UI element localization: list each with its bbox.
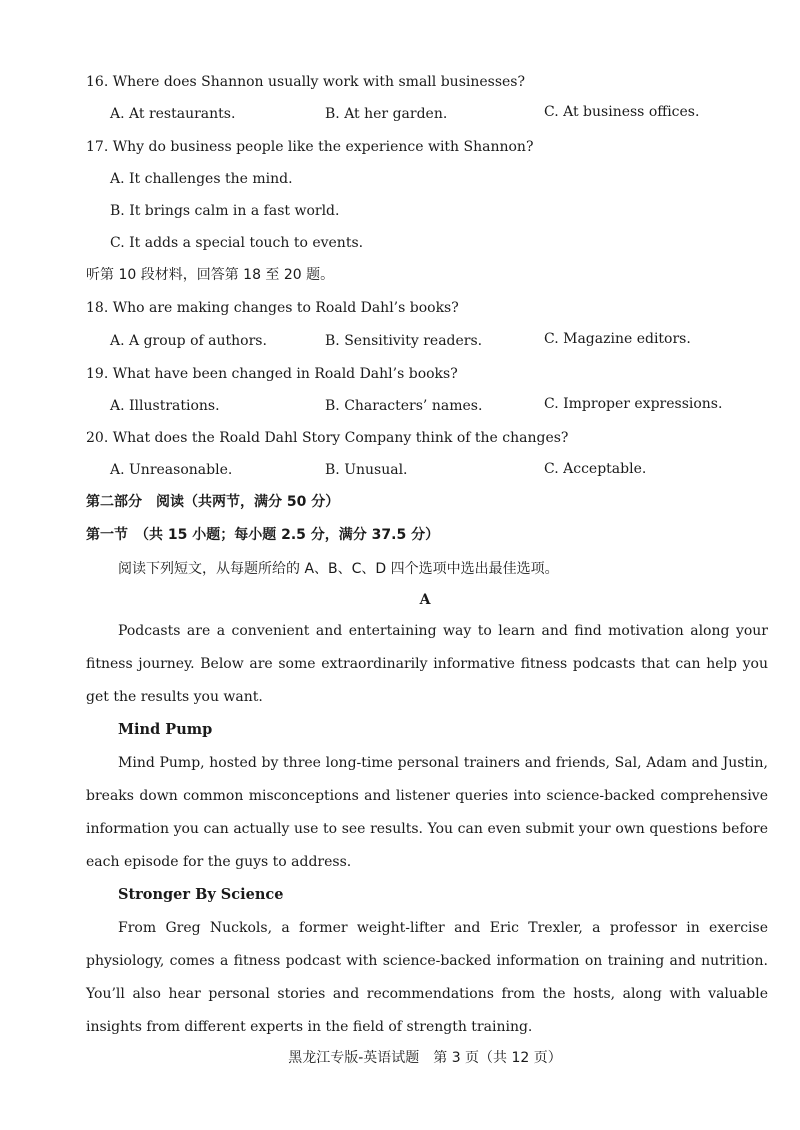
page-footer: 黑龙江专版-英语试题 第 3 页（共 12 页） [288, 1050, 562, 1066]
q20-option-a: A. Unreasonable. [110, 462, 233, 478]
q19-option-a: A. Illustrations. [110, 398, 220, 414]
section1-title: 第一节 （共 15 小题；每小题 2.5 分，满分 37.5 分） [86, 527, 440, 543]
q19-option-b: B. Characters’ names. [325, 398, 483, 414]
question-17: 17. Why do business people like the experience with Shannon? [86, 139, 534, 155]
q18-option-b: B. Sensitivity readers. [325, 333, 483, 349]
question-18: 18. Who are making changes to Roald Dahl’s books? [86, 300, 459, 316]
reading-instruction: 阅读下列短文，从每题所给的 A、B、C、D 四个选项中选出最佳选项。 [118, 561, 559, 577]
part2-title: 第二部分 阅读（共两节，满分 50 分） [86, 494, 340, 510]
q17-option-c: C. It adds a special touch to events. [110, 235, 364, 251]
q18-option-a: A. A group of authors. [110, 333, 267, 349]
q17-option-b: B. It brings calm in a fast world. [110, 203, 340, 219]
question-16: 16. Where does Shannon usually work with small businesses? [86, 74, 525, 90]
question-20: 20. What does the Roald Dahl Story Company think of the changes? [86, 430, 569, 446]
question-19: 19. What have been changed in Roald Dahl’s books? [86, 366, 458, 382]
section-body-stronger-by-science: From Greg Nuckols, a former weight-lifter and Eric Trexler, a professor in exercise physiology, comes a fitness podcast with science-backed information on training and nutrition. You’ll also hear personal stories and recommendations from the hosts, along with valuable insights from different experts in the field of strength training. [86, 920, 768, 1035]
q16-option-b: B. At her garden. [325, 106, 448, 122]
q17-option-a: A. It challenges the mind. [110, 171, 293, 187]
section-heading-mind-pump: Mind Pump [118, 721, 213, 738]
listening-instruction: 听第 10 段材料，回答第 18 至 20 题。 [86, 267, 335, 283]
q16-option-a: A. At restaurants. [110, 106, 236, 122]
passage-label: A [419, 592, 431, 608]
q16-option-c: C. At business offices. [544, 104, 700, 120]
passage-intro: Podcasts are a convenient and entertaining way to learn and find motivation along your fitness journey. Below are some extraordinarily informative fitness podcasts that can help you get the results you want. [86, 623, 768, 705]
section-heading-stronger-by-science: Stronger By Science [118, 886, 284, 903]
section-body-mind-pump: Mind Pump, hosted by three long-time personal trainers and friends, Sal, Adam and Justin, breaks down common misconceptions and listener queries into science-backed comprehensive information you can actually use to see results. You can even submit your own questions before each episode for the guys to address. [86, 755, 768, 870]
q20-option-b: B. Unusual. [325, 462, 408, 478]
q20-option-c: C. Acceptable. [544, 461, 647, 477]
q19-option-c: C. Improper expressions. [544, 396, 723, 412]
q18-option-c: C. Magazine editors. [544, 331, 691, 347]
